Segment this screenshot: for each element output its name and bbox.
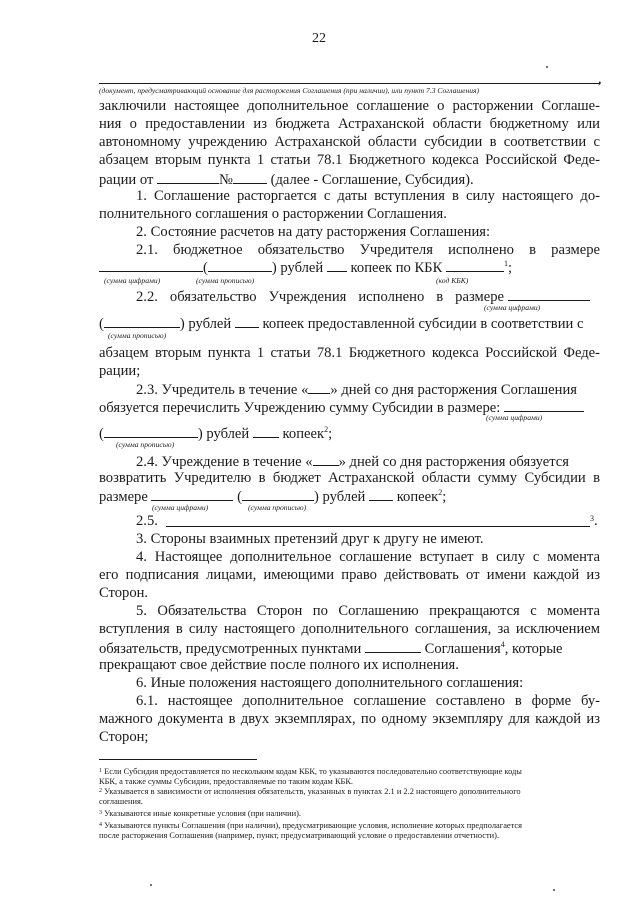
p24-line-2: возвратить Учредителю в бюджет Астраханской области сумму Субсидии в xyxy=(99,470,600,486)
p21-sum-digits-blank xyxy=(99,258,203,272)
footnote-2-line-1: Указывается в зависимости от исполнения обязательств, указанных в пунктах 2.1 и 2.2 настоящего дополнительного xyxy=(104,787,521,796)
intro-text-c: (далее - Соглашение, Субсидия). xyxy=(270,172,474,188)
scan-speck xyxy=(150,884,152,886)
agreement-number-blank xyxy=(233,170,267,184)
footnote-mark: 1 xyxy=(99,768,102,774)
p25-label: 2.5. xyxy=(136,513,158,529)
footnote-4-line-1: Указываются пункты Соглашения (при наличии), предусматривающие условия, исполнение которых предполагается xyxy=(104,821,522,830)
p21-semicolon: ; xyxy=(507,260,513,276)
p24-semicolon: ; xyxy=(442,489,447,505)
intro-text-a: рации от xyxy=(99,172,154,188)
page-number: 22 xyxy=(312,31,326,46)
footnote-3 xyxy=(99,809,301,819)
p23-sum-digits-blank xyxy=(504,398,584,412)
footnote-4-cont: после расторжения Соглашения (например, пункт, предусматривающий условие о предоставлении отчетности). xyxy=(99,831,500,840)
p23-text-a: 2.3. Учредитель в течение « xyxy=(136,382,309,398)
intro-line-2: ния о предоставлении из бюджета Астраханской области бюджетному или xyxy=(99,116,600,132)
p21-hint-words: (сумма прописью) xyxy=(196,276,255,285)
p22-open-paren: ( xyxy=(99,316,104,332)
p1-line-2: полнительного соглашения о расторжении Соглашения. xyxy=(99,206,447,222)
intro-line-5 xyxy=(99,170,474,189)
p25-period: . xyxy=(594,513,598,529)
p5-items-blank xyxy=(365,639,421,653)
p22-text: 2.2. обязательство Учреждения исполнено в размере xyxy=(136,289,504,305)
p25-blank-line xyxy=(166,526,590,527)
p22-hint-digits: (сумма цифрами) xyxy=(484,303,541,312)
p24-kopecks: копеек xyxy=(396,489,439,505)
footnote-separator xyxy=(99,759,257,760)
p21-sum-words-blank xyxy=(208,258,272,272)
p23-text-c: обязуется перечислить Учреждению сумму Субсидии в размере: xyxy=(99,400,501,416)
footnote-ref-4: 4 xyxy=(500,640,505,649)
p24-hint-digits: (сумма цифрами) xyxy=(152,503,209,512)
p21-line-2 xyxy=(99,258,512,277)
p22-line-2 xyxy=(99,314,600,333)
p21-kbk-label: копеек по КБК xyxy=(350,260,443,276)
p61-line-1: 6.1. настоящее дополнительное соглашение составлено в форме бу- xyxy=(136,693,600,709)
p21-line-1: 2.1. бюджетное обязательство Учредителя исполнено в размере xyxy=(136,242,600,258)
p23-semicolon: ; xyxy=(328,426,333,442)
p22-kopecks-blank xyxy=(235,314,259,328)
p21-open-paren: ( xyxy=(203,260,208,276)
p24-days-blank xyxy=(313,452,339,466)
p4-line-2: его подписания лицами, имеющими право действовать от имени каждой из xyxy=(99,567,600,583)
p21-hint-kbk: (код КБК) xyxy=(436,276,469,285)
footnote-2-cont: соглашения. xyxy=(99,797,143,806)
footnote-ref-1: 1 xyxy=(503,259,508,268)
p23-kopecks: копеек xyxy=(282,426,325,442)
p24-sum-digits-blank xyxy=(151,487,233,501)
p24-kopecks-blank xyxy=(369,487,393,501)
top-blank-line xyxy=(99,83,600,84)
p4-line-3: Сторон. xyxy=(99,585,149,601)
p6-heading: 6. Иные положения настоящего дополнительного соглашения: xyxy=(136,675,524,691)
p5-text-b: Соглашения xyxy=(424,641,501,657)
p23-open-paren: ( xyxy=(99,426,104,442)
p22-subsidy-text: копеек предоставленной субсидии в соответствии с xyxy=(262,316,584,332)
p22-hint-words: (сумма прописью) xyxy=(108,331,167,340)
p61-line-3: Сторон; xyxy=(99,729,149,745)
p5-line-1: 5. Обязательства Сторон по Соглашению прекращаются с момента xyxy=(136,603,600,619)
footnote-2 xyxy=(99,787,521,797)
footnote-ref-2b: 2 xyxy=(438,488,443,497)
scan-speck xyxy=(546,66,548,68)
p22-sum-words-blank xyxy=(104,314,180,328)
p23-text-b: » дней со дня расторжения Соглашения xyxy=(330,382,577,398)
footnote-mark: 4 xyxy=(99,822,102,828)
footnote-mark: 2 xyxy=(99,788,102,794)
footnote-mark: 3 xyxy=(99,810,102,816)
p24-text-b: » дней со дня расторжения обязуется xyxy=(338,454,569,470)
p24-text-d: размере xyxy=(99,489,148,505)
agreement-date-blank xyxy=(157,170,219,184)
p24-hint-words: (сумма прописью) xyxy=(248,503,307,512)
p23-rubles: ) рублей xyxy=(197,426,250,442)
scan-speck xyxy=(553,889,555,891)
p5-line-3 xyxy=(99,639,563,658)
p21-kbk-blank xyxy=(446,258,504,272)
p24-line-1 xyxy=(136,452,569,471)
intro-line-4: абзацем вторым пункта 1 статьи 78.1 Бюджетного кодекса Российской Феде- xyxy=(99,152,600,168)
footnote-1-line-1: Если Субсидия предоставляется по нескольким кодам КБК, то указываются последовательно соответствующие коды xyxy=(104,767,522,776)
p25-end xyxy=(590,513,598,530)
p23-kopecks-blank xyxy=(253,424,279,438)
p24-sum-words-blank xyxy=(242,487,314,501)
p22-rubles: ) рублей xyxy=(179,316,232,332)
p22-line-4: рации; xyxy=(99,363,141,379)
footnote-1 xyxy=(99,767,522,777)
p23-sum-words-blank xyxy=(104,424,198,438)
p24-text-a: 2.4. Учреждение в течение « xyxy=(136,454,313,470)
p5-text-a: обязательств, предусмотренных пунктами xyxy=(99,641,362,657)
p5-line-4: прекращают свое действие после полного их исполнения. xyxy=(99,657,459,673)
p23-hint-digits: (сумма цифрами) xyxy=(486,413,543,422)
p22-line-3: абзацем вторым пункта 1 статьи 78.1 Бюджетного кодекса Российской Феде- xyxy=(99,345,600,361)
intro-line-3: автономному учреждению Астраханской области субсидии в соответствии с xyxy=(99,134,600,150)
footnote-1-cont: КБК, а также суммы Субсидии, предоставляемые по таким кодам КБК. xyxy=(99,777,354,786)
footnote-4 xyxy=(99,821,522,831)
p24-rubles: ) рублей xyxy=(314,489,366,505)
p22-sum-digits-blank xyxy=(508,287,590,301)
footnote-3-line-1: Указываются иные конкретные условия (при наличии). xyxy=(104,809,301,818)
footnote-ref-2a: 2 xyxy=(324,425,329,434)
p3-text: 3. Стороны взаимных претензий друг к другу не имеют. xyxy=(136,531,484,547)
p61-line-2: мажного документа в двух экземплярах, по одному экземпляру для каждой из xyxy=(99,711,600,727)
top-line-comma: , xyxy=(598,71,602,87)
p4-line-1: 4. Настоящее дополнительное соглашение вступает в силу с момента xyxy=(136,549,600,565)
p1-line-1: 1. Соглашение расторгается с даты вступления в силу настоящего до- xyxy=(136,188,600,204)
intro-number-sign: № xyxy=(219,172,233,188)
p24-open-paren: ( xyxy=(237,489,243,505)
p23-days-blank xyxy=(308,380,330,394)
intro-line-1: заключили настоящее дополнительное соглашение о расторжении Соглаше- xyxy=(99,98,600,114)
p21-rubles: ) рублей xyxy=(271,260,324,276)
p5-line-2: вступления в силу настоящего дополнительного соглашения, за исключением xyxy=(99,621,600,637)
p5-text-c: , которые xyxy=(504,641,563,657)
footnote-ref-3: 3 xyxy=(590,514,594,523)
top-hint: (документ, предусматривающий основание для расторжения Соглашения (при наличии), или пункт 7.3 Соглашения) xyxy=(99,86,480,95)
p23-hint-words: (сумма прописью) xyxy=(116,440,175,449)
p21-kopecks-blank xyxy=(327,258,347,272)
p21-hint-digits: (сумма цифрами) xyxy=(104,276,161,285)
p2-heading: 2. Состояние расчетов на дату расторжения Соглашения: xyxy=(136,224,491,240)
p23-line-1 xyxy=(136,380,577,399)
